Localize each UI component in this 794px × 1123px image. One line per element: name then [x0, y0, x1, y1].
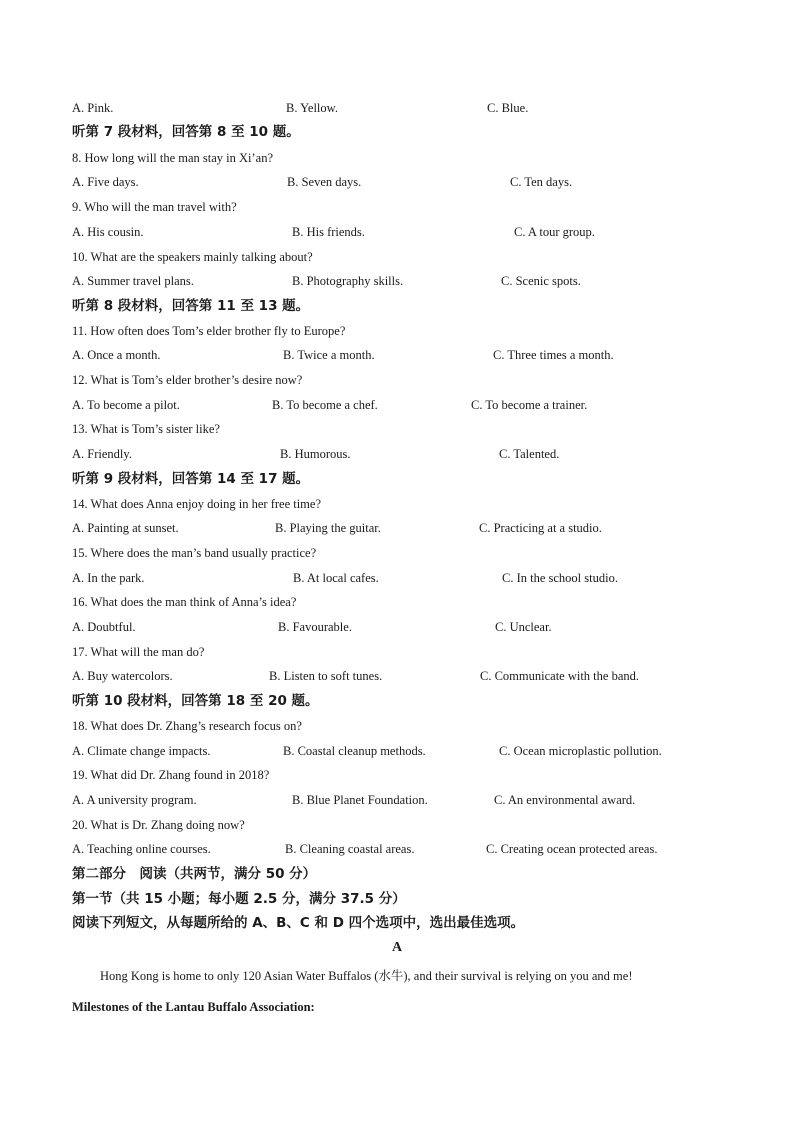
q14-option-b: B. Playing the guitar.	[275, 521, 381, 535]
q12-option-b: B. To become a chef.	[272, 398, 378, 412]
q19-question: 19. What did Dr. Zhang found in 2018?	[72, 768, 270, 782]
q11-option-b: B. Twice a month.	[283, 348, 375, 362]
passage-letter: A	[391, 940, 403, 955]
q19-option-b: B. Blue Planet Foundation.	[292, 793, 428, 807]
q10-question: 10. What are the speakers mainly talking about?	[72, 250, 313, 264]
q9-option-a: A. His cousin.	[72, 225, 144, 239]
q11-question: 11. How often does Tom’s elder brother fly to Europe?	[72, 324, 346, 338]
q19-option-c: C. An environmental award.	[494, 793, 636, 807]
q7-option-b: B. Yellow.	[286, 101, 338, 115]
section-heading-9: 听第 9 段材料，回答第 14 至 17 题。	[72, 471, 310, 487]
q14-option-a: A. Painting at sunset.	[72, 521, 179, 535]
q9-option-c: C. A tour group.	[514, 225, 595, 239]
q15-option-b: B. At local cafes.	[293, 571, 379, 585]
q18-option-a: A. Climate change impacts.	[72, 744, 211, 758]
passage-intro: Hong Kong is home to only 120 Asian Water Buffalos (水牛), and their survival is relying on you and me!	[100, 969, 633, 983]
q18-question: 18. What does Dr. Zhang’s research focus on?	[72, 719, 302, 733]
q11-option-a: A. Once a month.	[72, 348, 161, 362]
q8-option-a: A. Five days.	[72, 175, 139, 189]
q8-option-c: C. Ten days.	[510, 175, 573, 189]
q20-option-a: A. Teaching online courses.	[72, 842, 211, 856]
q12-option-c: C. To become a trainer.	[471, 398, 588, 412]
q13-question: 13. What is Tom’s sister like?	[72, 422, 220, 436]
q12-option-a: A. To become a pilot.	[72, 398, 180, 412]
q15-question: 15. Where does the man’s band usually practice?	[72, 546, 317, 560]
q7-option-c: C. Blue.	[487, 101, 529, 115]
q10-option-a: A. Summer travel plans.	[72, 274, 194, 288]
milestones-heading: Milestones of the Lantau Buffalo Association:	[72, 1000, 315, 1014]
q16-option-c: C. Unclear.	[495, 620, 552, 634]
q8-option-b: B. Seven days.	[287, 175, 362, 189]
section1-heading: 第一节（共 15 小题；每小题 2.5 分，满分 37.5 分）	[72, 891, 406, 907]
q12-question: 12. What is Tom’s elder brother’s desire now?	[72, 373, 303, 387]
q16-option-b: B. Favourable.	[278, 620, 352, 634]
q11-option-c: C. Three times a month.	[493, 348, 614, 362]
q20-option-c: C. Creating ocean protected areas.	[486, 842, 658, 856]
q13-option-c: C. Talented.	[499, 447, 560, 461]
section-heading-10: 听第 10 段材料，回答第 18 至 20 题。	[72, 693, 319, 709]
q9-option-b: B. His friends.	[292, 225, 365, 239]
section-heading-8: 听第 8 段材料，回答第 11 至 13 题。	[72, 298, 310, 314]
q20-option-b: B. Cleaning coastal areas.	[285, 842, 415, 856]
q9-question: 9. Who will the man travel with?	[72, 200, 237, 214]
reading-instruction: 阅读下列短文，从每题所给的 A、B、C 和 D 四个选项中，选出最佳选项。	[72, 915, 525, 931]
q18-option-b: B. Coastal cleanup methods.	[283, 744, 426, 758]
part2-heading: 第二部分 阅读（共两节，满分 50 分）	[72, 866, 317, 882]
q8-question: 8. How long will the man stay in Xi’an?	[72, 151, 274, 165]
q17-question: 17. What will the man do?	[72, 645, 205, 659]
section-heading-7: 听第 7 段材料，回答第 8 至 10 题。	[72, 124, 300, 140]
q16-option-a: A. Doubtful.	[72, 620, 136, 634]
q19-option-a: A. A university program.	[72, 793, 197, 807]
q16-question: 16. What does the man think of Anna’s idea?	[72, 595, 297, 609]
q13-option-a: A. Friendly.	[72, 447, 132, 461]
q17-option-b: B. Listen to soft tunes.	[269, 669, 383, 683]
q18-option-c: C. Ocean microplastic pollution.	[499, 744, 662, 758]
q15-option-c: C. In the school studio.	[502, 571, 618, 585]
q7-option-a: A. Pink.	[72, 101, 114, 115]
q10-option-c: C. Scenic spots.	[501, 274, 581, 288]
q14-question: 14. What does Anna enjoy doing in her free time?	[72, 497, 322, 511]
q14-option-c: C. Practicing at a studio.	[479, 521, 602, 535]
q15-option-a: A. In the park.	[72, 571, 145, 585]
q17-option-c: C. Communicate with the band.	[480, 669, 640, 683]
q17-option-a: A. Buy watercolors.	[72, 669, 173, 683]
q20-question: 20. What is Dr. Zhang doing now?	[72, 818, 245, 832]
q13-option-b: B. Humorous.	[280, 447, 351, 461]
q10-option-b: B. Photography skills.	[292, 274, 404, 288]
